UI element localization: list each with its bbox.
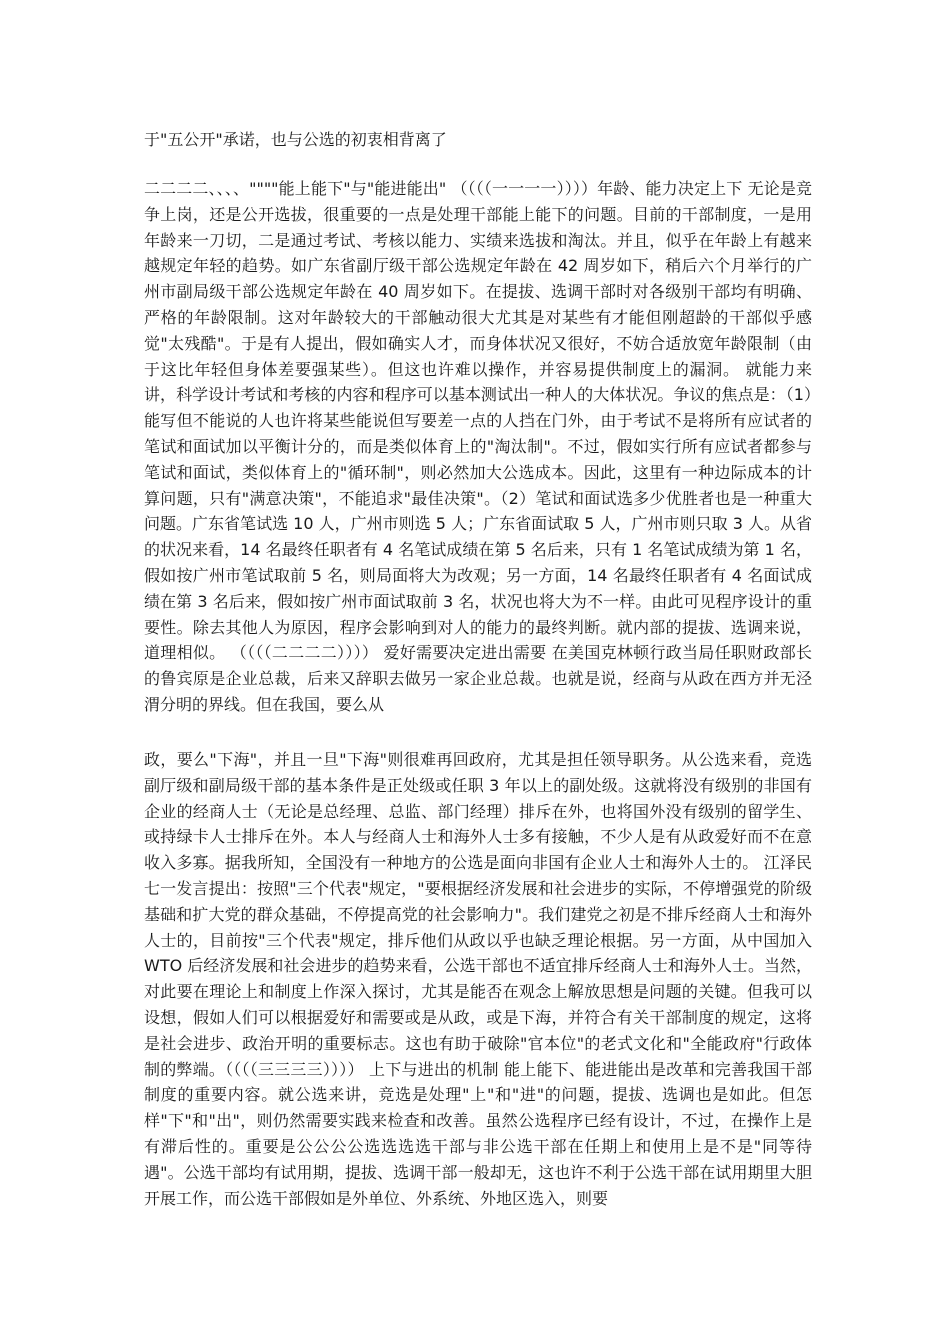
paragraph-continuation: 政，要么"下海"，并且一旦"下海"则很难再回政府，尤其是担任领导职务。从公选来看，竞选副厅级和副局级干部的基本条件是正处级或任职 3 年以上的副处级。这就将没有级别的非国有企业的经商人士（无论是总经理、总监、部门经理）排斥在外，也将国外没有级别的留学生、或持绿卡人士排斥在外。本人与经商人士和海外人士多有接触，不少人是有从政爱好而不在意收入多寡。据我所知，全国没有一种地方的公选是面向非国有企业人士和海外人士的。 江泽民七一发言提出：按照"三个代表"规定，"要根据经济发展和社会进步的实际，不停增强党的阶级基础和扩大党的群众基础，不停提高党的社会影响力"。我们建党之初是不排斥经商人士和海外人士的，目前按"三个代表"规定，排斥他们从政以乎也缺乏理论根据。另一方面，从中国加入 WTO 后经济发展和社会进步的趋势来看，公选干部也不适宜排斥经商人士和海外人士。当然，对此要在理论上和制度上作深入探讨，尤其是能否在观念上解放思想是问题的关键。但我可以设想，假如人们可以根据爱好和需要或是从政，或是下海，并符合有关干部制度的规定，这将是社会进步、政治开明的重要标志。这也有助于破除"官本位"的老式文化和"全能政府"行政体制的弊端。（（（（三三三三）））） 上下与进出的机制 能上能下、能进能出是改革和完善我国干部制度的重要内容。就公选来讲，竞选是处理"上"和"进"的问题，提拔、选调也是如此。但怎样"下"和"出"，则仍然需要实践来检查和改善。虽然公选程序已经有设计，不过，在操作上是有滞后性的。重要是公公公公选选选选干部与非公选干部在任期上和使用上是不是"同等待遇"。公选干部均有试用期，提拔、选调干部一般却无，这也许不利于公选干部在试用期里大胆开展工作，而公选干部假如是外单位、外系统、外地区选入，则要	[144, 750, 812, 1208]
paragraph-section-two: 二二二二、、、、""""能上能下"与"能进能出" （（（（一一一一））））年龄、能力决定上下 无论是竞争上岗，还是公开选拔，很重要的一点是处理干部能上能下的问题。目前的干部制度，一是用年龄来一刀切，二是通过考试、考核以能力、实绩来选拔和淘汰。并且，似乎在年龄上有越来越规定年轻的趋势。如广东省副厅级干部公选规定年龄在 42 周岁如下，稍后六个月举行的广州市副局级干部公选规定年龄在 40 周岁如下。在提拔、选调干部时对各级别干部均有明确、严格的年龄限制。这对年龄较大的干部触动很大尤其是对某些有才能但刚超龄的干部似乎感觉"太残酷"。于是有人提出，假如确实人才，而身体状况又很好，不妨合适放宽年龄限制（由于这比年轻但身体差要强某些）。但这也许难以操作，并容易提供制度上的漏洞。 就能力来讲，科学设计考试和考核的内容和程序可以基本测试出一种人的大体状况。争议的焦点是：（1）能写但不能说的人也许将某些能说但写要差一点的人挡在门外，由于考试不是将所有应试者的笔试和面试加以平衡计分的，而是类似体育上的"淘汰制"。不过，假如实行所有应试者都参与笔试和面试，类似体育上的"循环制"，则必然加大公选成本。因此，这里有一种边际成本的计算问题，只有"满意决策"，不能追求"最佳决策"。（2）笔试和面试选多少优胜者也是一种重大问题。广东省笔试选 10 人，广州市则选 5 人；广东省面试取 5 人，广州市则只取 3 人。从省的状况来看，14 名最终任职者有 4 名笔试成绩在第 5 名后来，只有 1 名笔试成绩为第 1 名，假如按广州市笔试取前 5 名，则局面将大为改观；另一方面，14 名最终任职者有 4 名面试成绩在第 3 名后来，假如按广州市面试取前 3 名，状况也将大为不一样。由此可见程序设计的重要性。除去其他人为原因，程序会影响到对人的能力的最终判断。就内部的提拔、选调来说，道理相似。 （（（（二二二二）））） 爱好需要决定进出需要 在美国克林顿行政当局任职财政部长的鲁宾原是企业总裁，后来又辞职去做另一家企业总裁。也就是说，经商与从政在西方并无泾渭分明的界线。但在我国，要么从	[144, 179, 812, 714]
paragraph-intro-fragment: 于"五公开"承诺，也与公选的初衷相背离了	[144, 130, 447, 149]
